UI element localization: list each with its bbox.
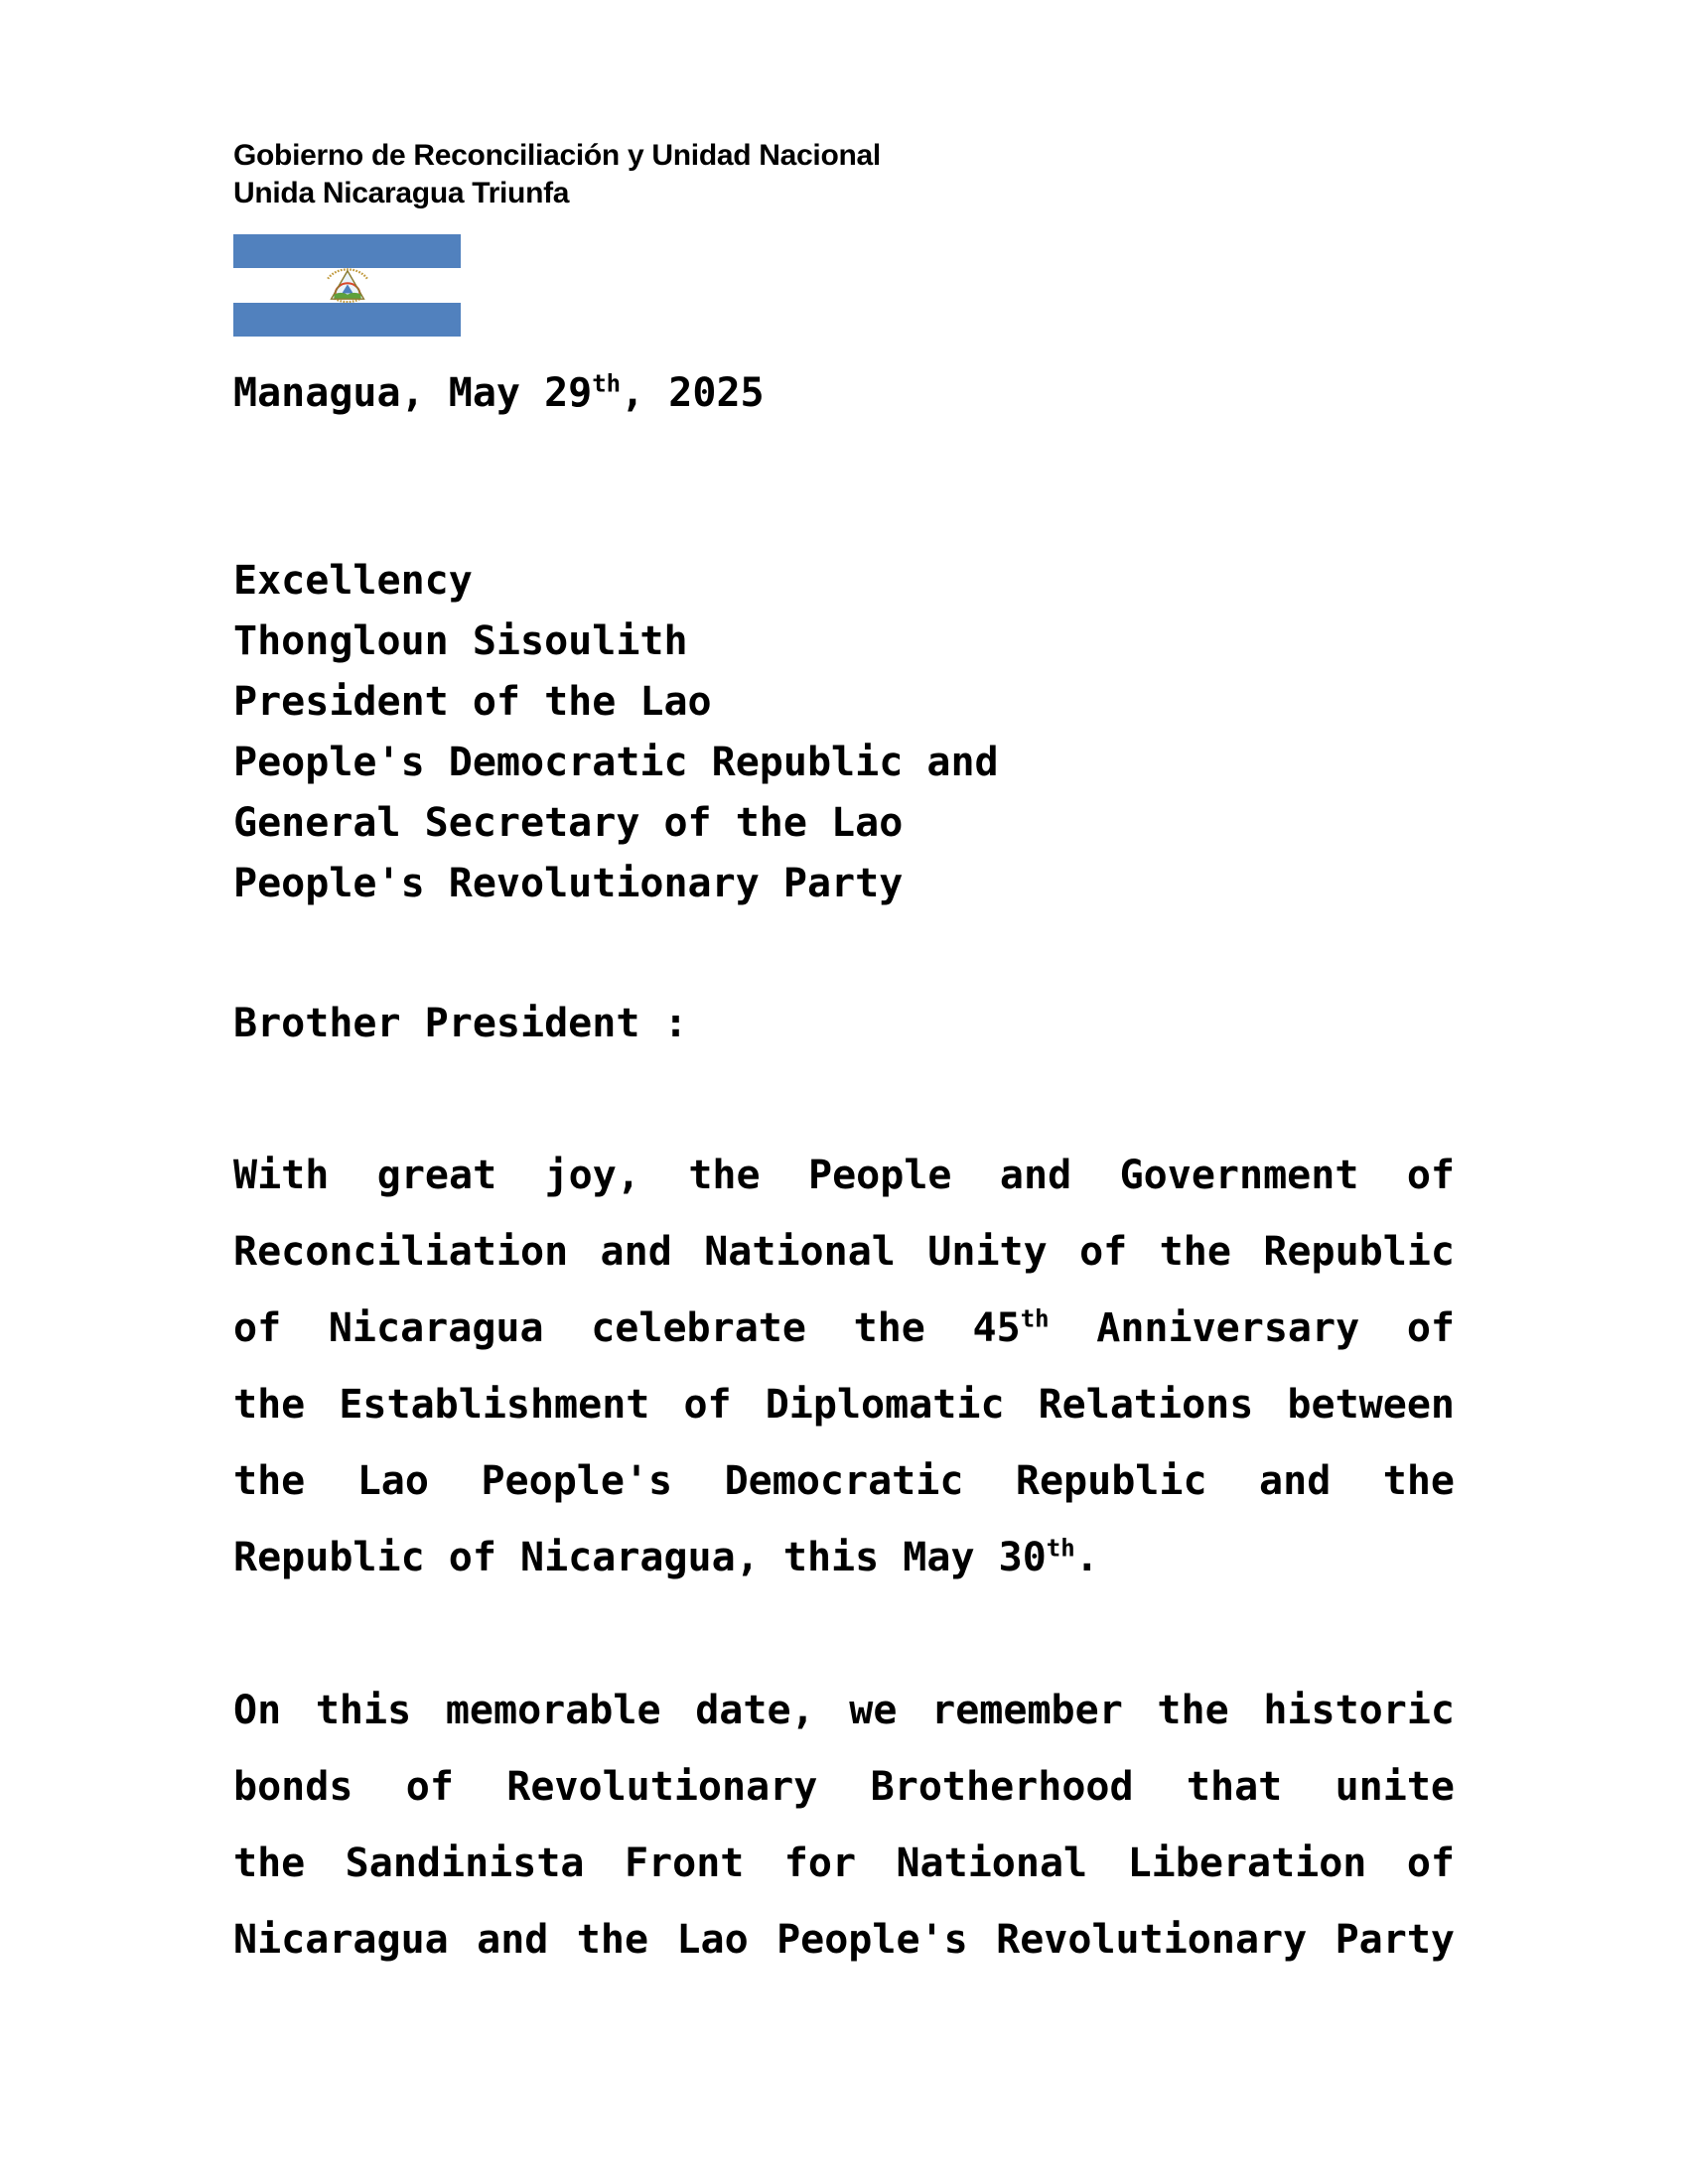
text-segment: the Sandinista Front for National Liberation of [233, 1841, 1455, 1886]
ordinal-superscript: th [1020, 1304, 1050, 1333]
text-line: Thongloun Sisoulith [233, 618, 688, 664]
paragraph-2 [233, 1673, 1455, 1979]
text-line: People's Democratic Republic and [233, 740, 999, 785]
text-segment: Managua, May 29 [233, 370, 593, 416]
text-segment: . [1074, 1535, 1099, 1580]
flag-stripe-bottom [233, 303, 461, 337]
text-segment: of Nicaragua celebrate the 45 [233, 1305, 1021, 1351]
ordinal-superscript: th [1046, 1534, 1075, 1563]
letterhead-line2: Unida Nicaragua Triunfa [233, 177, 570, 209]
recipient-block [233, 551, 1455, 914]
ordinal-superscript: th [592, 369, 622, 398]
text-line [233, 1902, 1455, 1979]
text-segment: With great joy, the People and Government of [233, 1153, 1455, 1198]
text-line: General Secretary of the Lao [233, 800, 904, 846]
text-segment: Reconciliation and National Unity of the Republic [233, 1229, 1455, 1275]
text-line [233, 1520, 1455, 1596]
text-line [233, 1443, 1455, 1520]
text-segment: the Lao People's Democratic Republic and the [233, 1458, 1455, 1504]
text-line [233, 1673, 1455, 1749]
date-line [233, 368, 1455, 418]
flag-stripe-middle [233, 268, 461, 302]
salutation: Brother President : [233, 1001, 688, 1046]
text-line [233, 1138, 1455, 1214]
paragraph-1 [233, 1138, 1455, 1596]
text-segment: Nicaragua and the Lao People's Revolutionary Party [233, 1917, 1455, 1963]
letterhead-line1: Gobierno de Reconciliación y Unidad Nacional [233, 139, 881, 172]
text-line: Excellency [233, 558, 473, 604]
text-line [233, 1749, 1455, 1826]
text-line [233, 1826, 1455, 1902]
text-segment: , 2025 [621, 370, 765, 416]
text-segment: bonds of Revolutionary Brotherhood that unite [233, 1764, 1455, 1810]
text-line [233, 1214, 1455, 1291]
text-line [233, 1367, 1455, 1443]
text-segment: the Establishment of Diplomatic Relations between [233, 1382, 1455, 1428]
text-line [233, 1291, 1455, 1367]
text-segment: Anniversary of [1049, 1305, 1455, 1351]
letterhead [233, 0, 1455, 212]
text-line: President of the Lao [233, 679, 712, 725]
text-line: People's Revolutionary Party [233, 861, 904, 906]
text-segment: On this memorable date, we remember the historic [233, 1688, 1455, 1733]
text-segment: Republic of Nicaragua, this May 30 [233, 1535, 1047, 1580]
nicaragua-flag [233, 234, 461, 337]
